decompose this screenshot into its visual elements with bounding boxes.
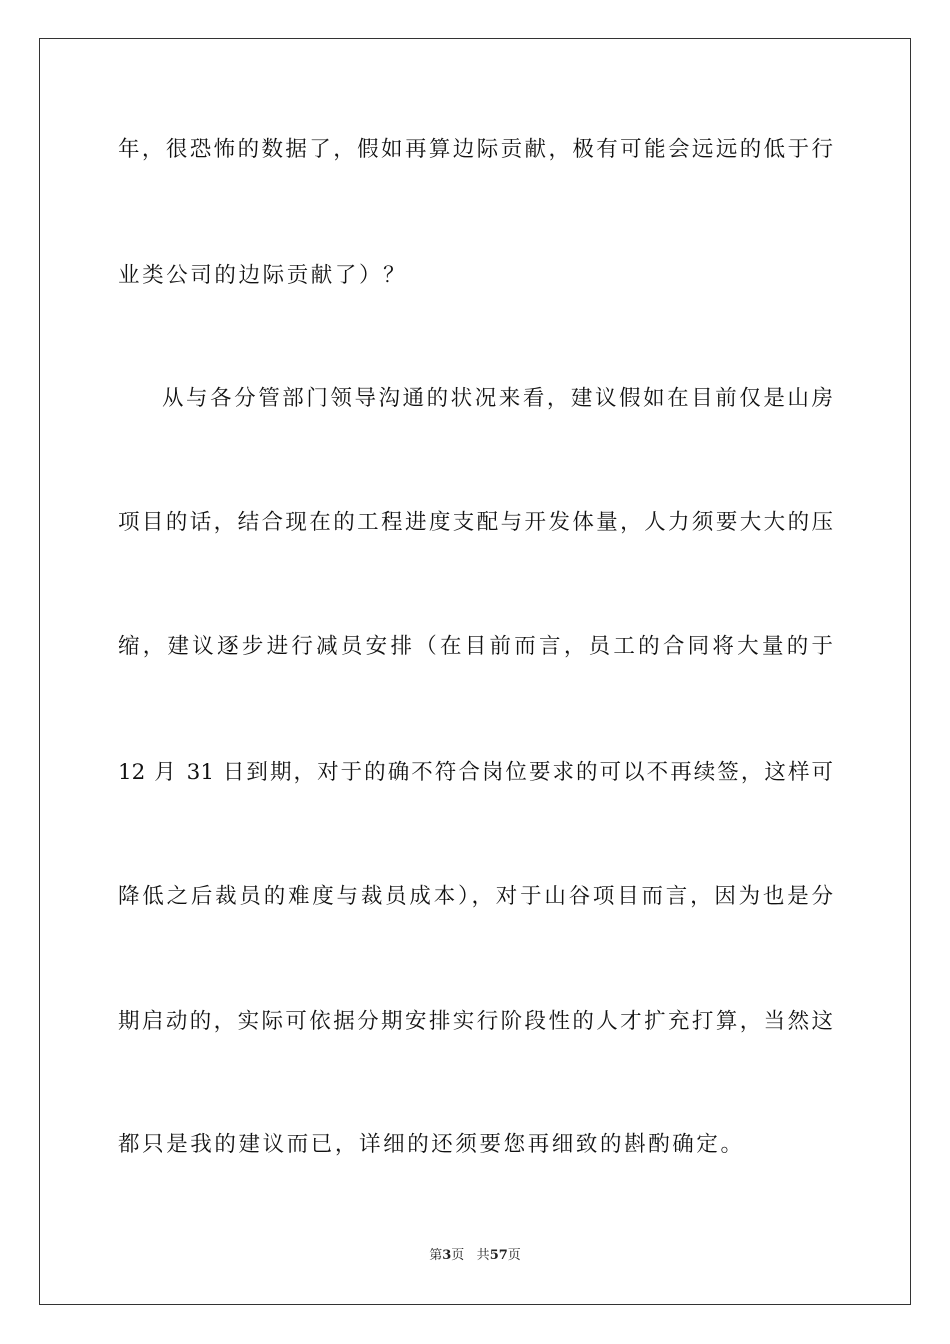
page-footer xyxy=(0,1247,950,1265)
paragraph-line-6: 12 月 31 日到期，对于的确不符合岗位要求的可以不再续签，这样可 xyxy=(118,760,833,785)
footer-page-suffix: 页 xyxy=(451,1248,465,1263)
paragraph-line-9: 都只是我的建议而已，详细的还须要您再细致的斟酌确定。 xyxy=(118,1132,745,1157)
footer-total-suffix: 页 xyxy=(507,1248,521,1263)
paragraph-line-5: 缩，建议逐步进行减员安排（在目前而言，员工的合同将大量的于 xyxy=(118,634,833,659)
paragraph-line-8: 期启动的，实际可依据分期安排实行阶段性的人才扩充打算，当然这 xyxy=(118,1009,833,1034)
page-border xyxy=(39,38,911,1305)
paragraph-line-7: 降低之后裁员的难度与裁员成本），对于山谷项目而言，因为也是分 xyxy=(118,884,833,909)
footer-page-prefix: 第 xyxy=(429,1248,443,1263)
paragraph-line-3: 从与各分管部门领导沟通的状况来看，建议假如在目前仅是山房 xyxy=(162,386,833,411)
footer-total-prefix: 共 xyxy=(476,1248,490,1263)
footer-page-number: 3 xyxy=(442,1248,452,1263)
paragraph-line-1: 年，很恐怖的数据了，假如再算边际贡献，极有可能会远远的低于行 xyxy=(118,137,833,162)
footer-total-pages: 57 xyxy=(489,1248,508,1263)
paragraph-line-4: 项目的话，结合现在的工程进度支配与开发体量，人力须要大大的压 xyxy=(118,510,833,535)
paragraph-line-2: 业类公司的边际贡献了）？ xyxy=(118,263,408,288)
